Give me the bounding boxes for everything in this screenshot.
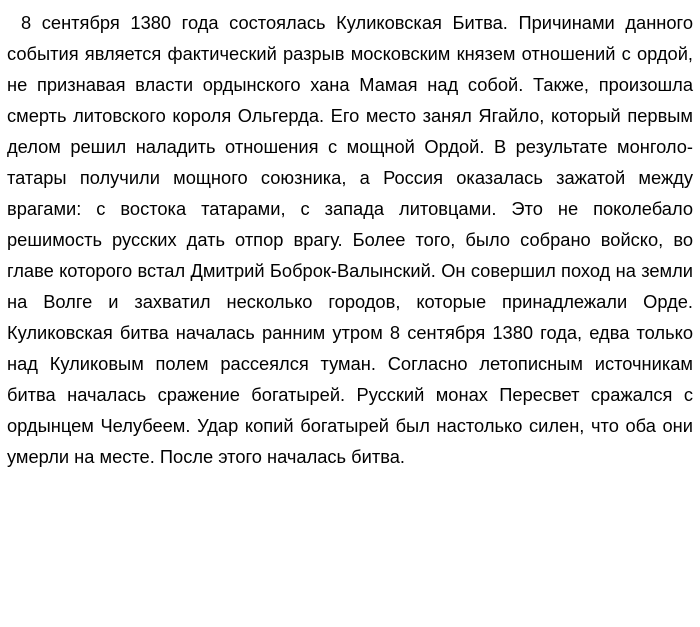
body-paragraph: 8 сентября 1380 года состоялась Куликовская Битва. Причинами данного события является фактический разрыв московским князем отношений с ордой, не признавая власти ордынского хана Мамая над собой. Также, произошла смерть литовского короля Ольгерда. Его место занял Ягайло, который первым делом решил наладить отношения с мощной Ордой. В результате монголо-татары получили мощного союзника, а Россия оказалась зажатой между врагами: с востока татарами, с запада литовцами. Это не поколебало решимость русских дать отпор врагу. Более того, было собрано войско, во главе которого встал Дмитрий Боброк-Валынский. Он совершил поход на земли на Волге и захватил несколько городов, которые принадлежали Орде. Куликовская битва началась ранним утром 8 сентября 1380 года, едва только над Куликовым полем рассеялся туман. Согласно летописным источникам битва началась сражение богатырей. Русский монах Пересвет сражался с ордынцем Челубеем. Удар копий богатырей был настолько силен, что оба они умерли на месте. После этого началась битва. [7,12,693,467]
